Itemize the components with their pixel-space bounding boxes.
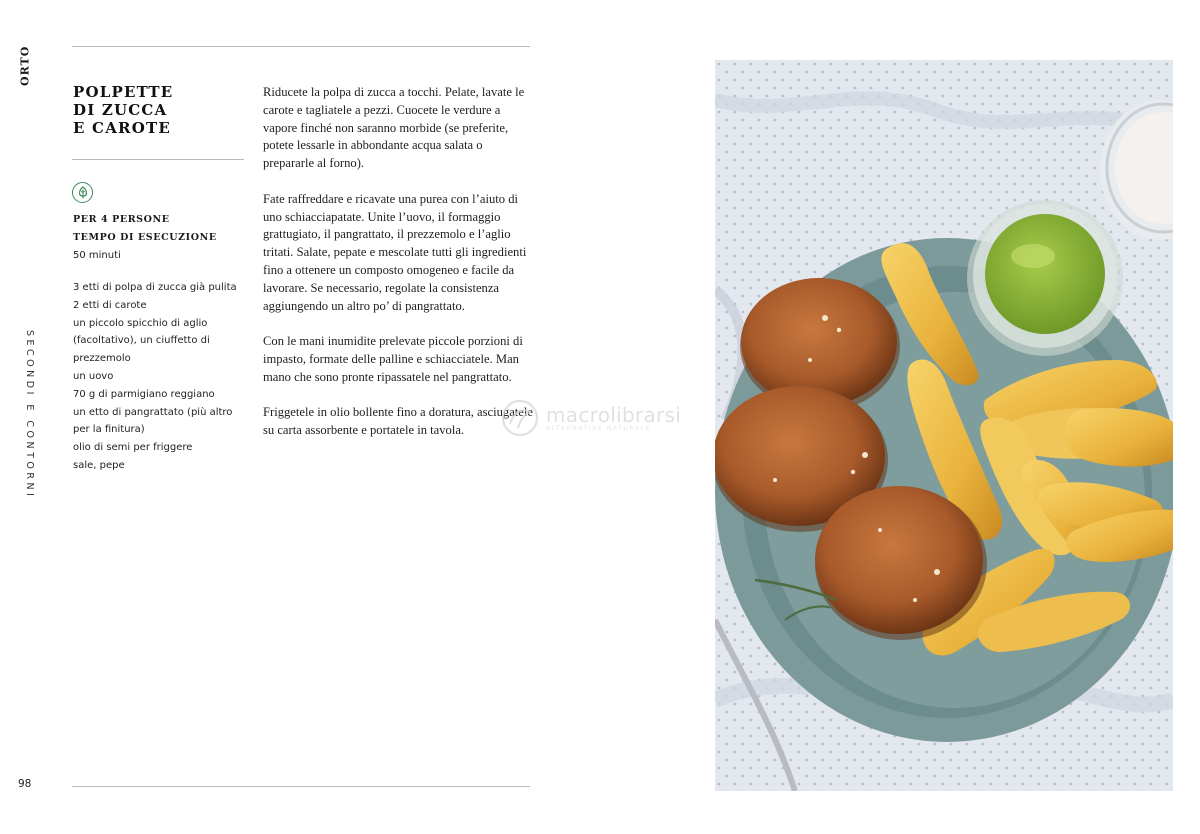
watermark	[500, 398, 710, 438]
time-label: TEMPO DI ESECUZIONE	[73, 232, 217, 243]
ingredient-line: olio di semi per friggere	[73, 442, 193, 454]
recipe-photo	[715, 60, 1173, 791]
ingredient-line: 70 g di parmigiano reggiano	[73, 388, 215, 400]
ingredient-line: (facoltativo), un ciuffetto di	[73, 335, 210, 347]
recipe-title-line: DI ZUCCA	[73, 101, 168, 119]
leaf-icon	[72, 182, 93, 203]
ingredient-line: un piccolo spicchio di aglio	[73, 317, 208, 329]
top-rule	[72, 46, 530, 47]
ingredient-line: sale, pepe	[73, 459, 125, 471]
watermark-name: macrolibrarsi	[546, 402, 682, 427]
page-number: 98	[18, 778, 32, 790]
recipe-meta	[73, 211, 248, 265]
ingredient-line: un uovo	[73, 370, 114, 382]
servings: PER 4 PERSONE	[73, 214, 170, 225]
chapter-mark: ORTO	[18, 45, 32, 87]
method-paragraph: Fate raffreddare e ricavate una purea con l’aiuto di uno schiacciapatate. Unite l’uovo, il formaggio grattugiato, il pangrattato, il prezzemolo e l’aglio tritati. Salate, pepate e mescolate tutti gli ingredienti fino a ottenere un composto omogeneo e facile da lavorare. Se necessario, regolate la consistenza aggiungendo un altro po’ di pangrattato.	[263, 191, 527, 313]
section-title: SECONDI E CONTORNI	[24, 330, 35, 500]
recipe-title-line: E CAROTE	[73, 119, 171, 137]
ingredient-list	[73, 279, 253, 475]
method-paragraph: Riducete la polpa di zucca a tocchi. Pelate, lavate le carote e tagliatele a pezzi. Cuocete le verdure a vapore finché non saranno morbide (se preferite, potete lessarle in abbondante acqua salata o prepararle al forno).	[263, 85, 525, 171]
ingredient-line: prezzemolo	[73, 353, 131, 365]
ingredient-line: 2 etti di carote	[73, 299, 147, 311]
ingredient-line: 3 etti di polpa di zucca già pulita	[73, 282, 237, 293]
ingredient-line: per la finitura)	[73, 424, 145, 436]
ingredient-line: un etto di pangrattato (più altro	[73, 406, 233, 418]
sauce-jar	[967, 200, 1123, 356]
method-paragraph: Friggetele in olio bollente fino a doratura, asciugatele su carta assorbente e portatele in tavola.	[263, 405, 533, 438]
bottom-rule	[72, 786, 530, 787]
title-rule	[72, 159, 244, 160]
recipe-title-line: POLPETTE	[73, 83, 174, 101]
time-value: 50 minuti	[73, 250, 121, 261]
method-paragraph: Con le mani inumidite prelevate piccole porzioni di impasto, formate delle palline e schiacciatele. Man mano che sono pronte ripassatele nel pangrattato.	[263, 334, 523, 384]
recipe-title	[73, 83, 243, 137]
watermark-tagline: ALTERNATIVE NATURALE	[546, 424, 651, 432]
watermark-logo-icon	[500, 398, 540, 438]
method-text	[263, 84, 535, 458]
